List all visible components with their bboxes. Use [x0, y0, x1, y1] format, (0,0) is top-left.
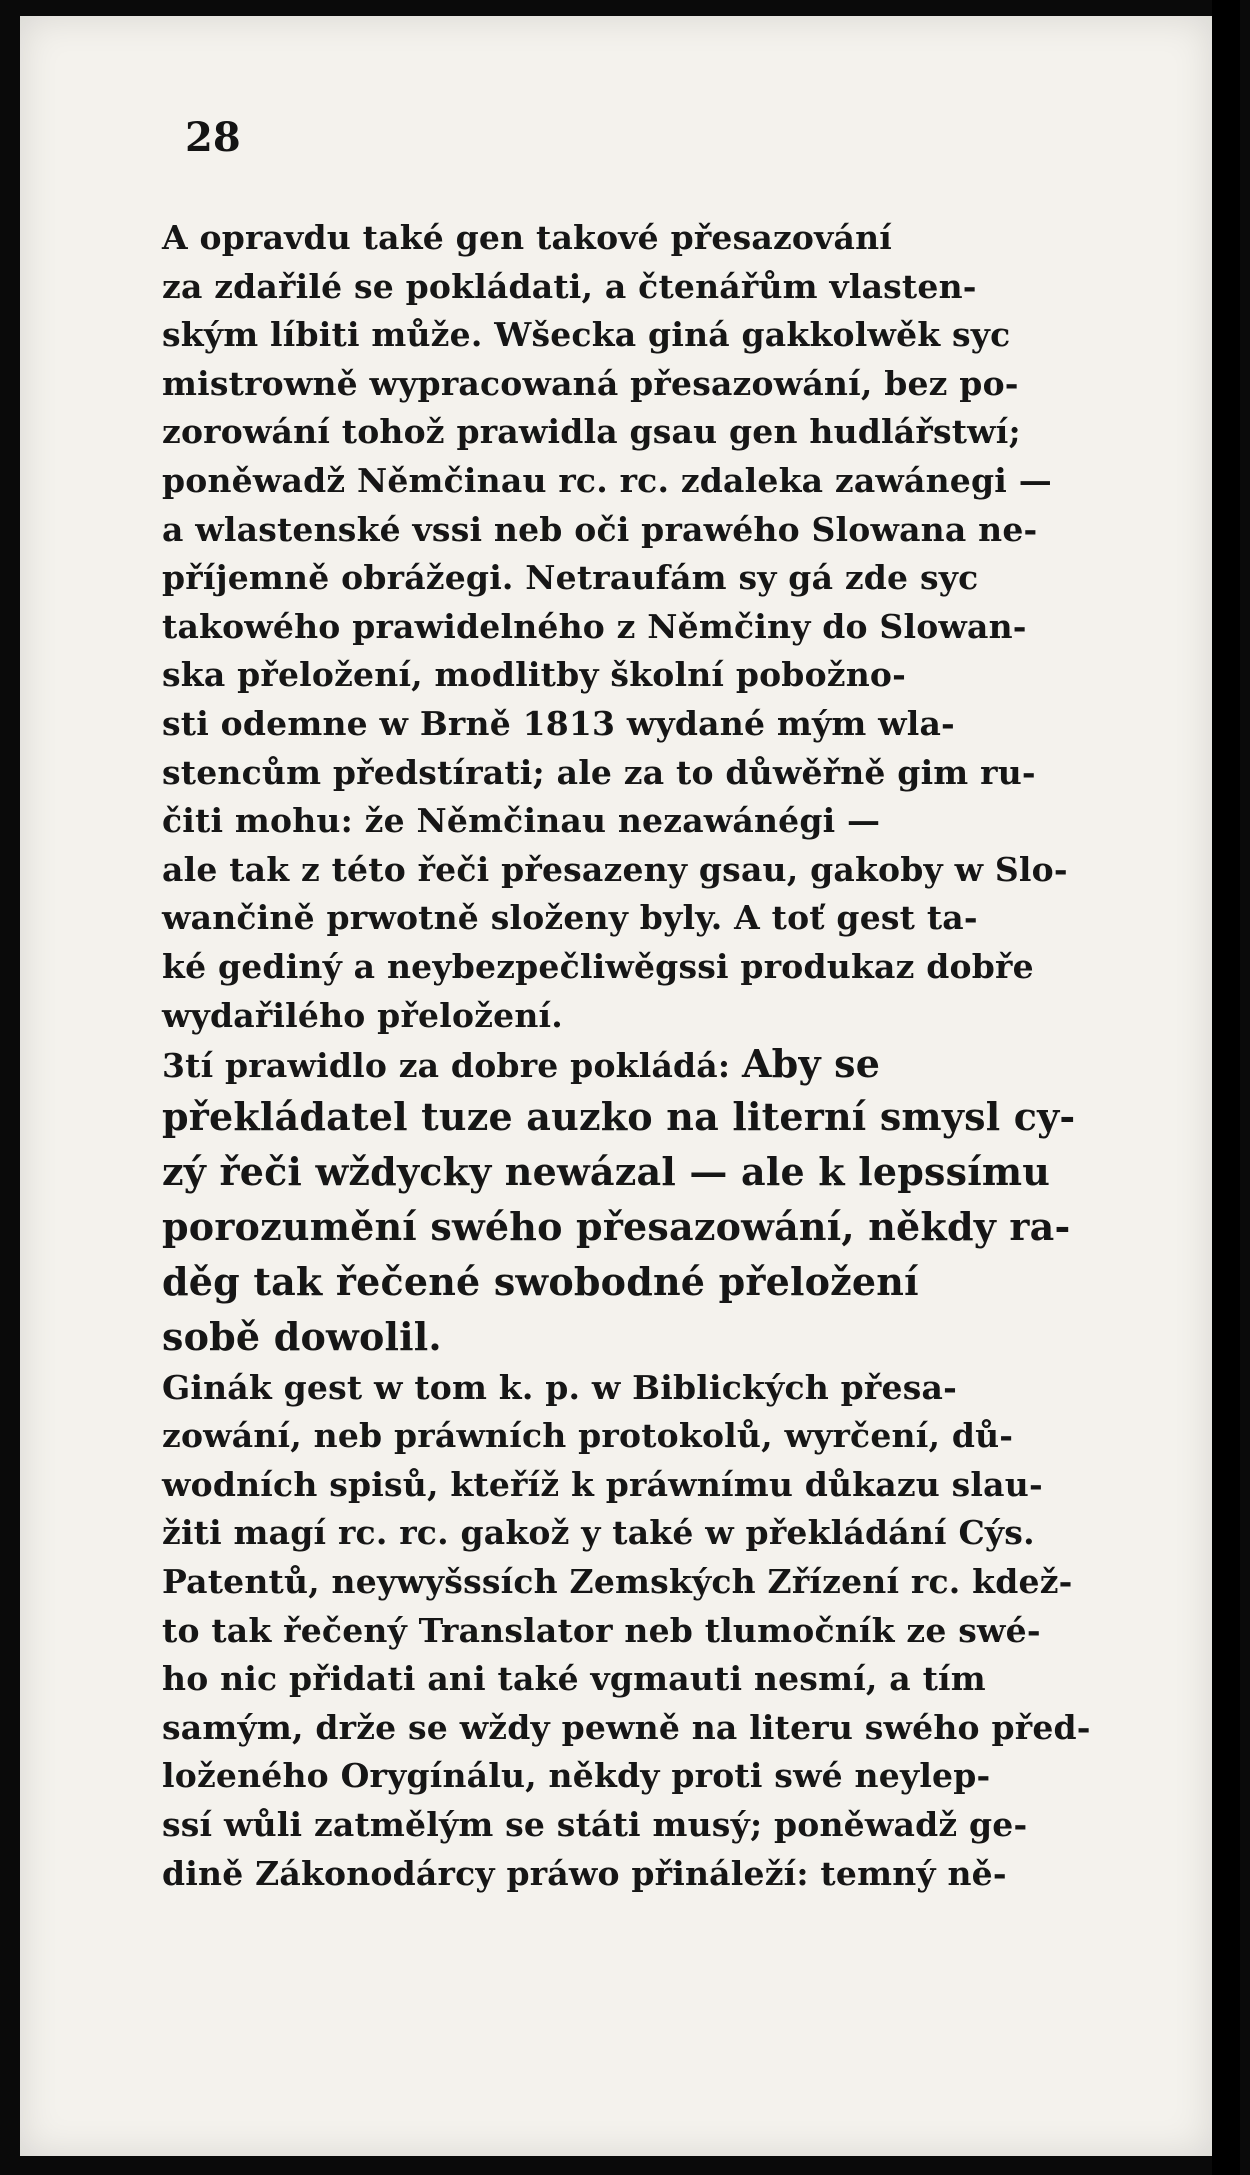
text-line: samým, drže se wždy pewně na literu swého před-: [162, 1707, 1091, 1747]
text-line: dině Zákonodárcy práwo přináleží: temný ně-: [162, 1853, 1007, 1893]
text-line: ale tak z této řeči přesazeny gsau, gakoby w Slo-: [162, 849, 1068, 889]
page-number: 28: [185, 114, 241, 161]
text-line: žiti magí rc. rc. gakož y také w překládání Cýs.: [162, 1513, 1035, 1553]
paragraph-1: [162, 214, 1162, 1040]
text-line: poněwadž Němčinau rc. rc. zdaleka zawánegi —: [162, 460, 1052, 500]
text-line: stencům předstírati; ale za to důwěřně gim ru-: [162, 752, 1036, 792]
body-text: [162, 214, 1162, 1898]
book-page: [20, 16, 1212, 2156]
text-line: děg tak řečené swobodné přeložení: [162, 1258, 919, 1304]
paragraph-2-large: [162, 1089, 1162, 1364]
text-line: zowání, neb práwních protokolů, wyrčení, dů-: [162, 1416, 1014, 1456]
text-line: sobě dowolil.: [162, 1313, 442, 1359]
text-line: wodních spisů, kteříž k práwnímu důkazu slau-: [162, 1464, 1043, 1504]
paragraph-2: [162, 1040, 1162, 1364]
text-line: wančině prwotně složeny byly. A toť gest ta-: [162, 898, 978, 938]
paragraph-2-first-large: Aby se: [741, 1041, 881, 1087]
scan-edge: [1212, 0, 1240, 2175]
text-line: překládatel tuze auzko na literní smysl cy-: [162, 1093, 1076, 1139]
text-line: ska přeložení, modlitby školní pobožno-: [162, 655, 907, 695]
text-line: ssí wůli zatmělým se státi musý; poněwadž ge-: [162, 1805, 1028, 1845]
text-line: A opravdu také gen takové přesazování: [162, 218, 893, 257]
text-line: Patentů, neywyšssích Zemských Zřízení rc. kdež-: [162, 1562, 1073, 1602]
text-line: ským líbiti může. Wšecka giná gakkolwěk syc: [162, 315, 1011, 355]
text-line: mistrowně wypracowaná přesazowání, bez po-: [162, 363, 1019, 403]
text-line: sti odemne w Brně 1813 wydané mým wla-: [162, 703, 955, 743]
text-line: zý řeči wždycky newázal — ale k lepssímu: [162, 1148, 1051, 1194]
paragraph-3: [162, 1364, 1162, 1899]
text-line: čiti mohu: že Němčinau nezawánégi —: [162, 801, 881, 841]
text-line: zorowání tohož prawidla gsau gen hudlářstwí;: [162, 412, 1021, 452]
text-line: to tak řečený Translator neb tlumočník ze swé-: [162, 1610, 1041, 1650]
text-line: takowého prawidelného z Němčiny do Slowan-: [162, 606, 1027, 646]
text-line: loženého Orygínálu, někdy proti swé neylep-: [162, 1756, 991, 1796]
text-line: porozumění swého přesazowání, někdy ra-: [162, 1203, 1071, 1249]
text-line: wydařilého přeložení.: [162, 995, 563, 1035]
text-line: příjemně obrážegi. Netraufám sy gá zde syc: [162, 558, 979, 598]
paragraph-2-line: [162, 1040, 1162, 1089]
text-line: Ginák gest w tom k. p. w Biblických přesa-: [162, 1367, 957, 1407]
text-line: ho nic přidati ani také vgmauti nesmí, a tím: [162, 1659, 986, 1699]
text-line: ké gediný a neybezpečliwěgssi produkaz dobře: [162, 946, 1034, 986]
text-line: za zdařilé se pokládati, a čtenářům vlasten-: [162, 266, 977, 306]
paragraph-2-intro: 3tí prawidlo za dobre pokládá:: [162, 1046, 731, 1086]
text-line: a wlastenské vssi neb oči prawého Slowana ne-: [162, 509, 1038, 549]
